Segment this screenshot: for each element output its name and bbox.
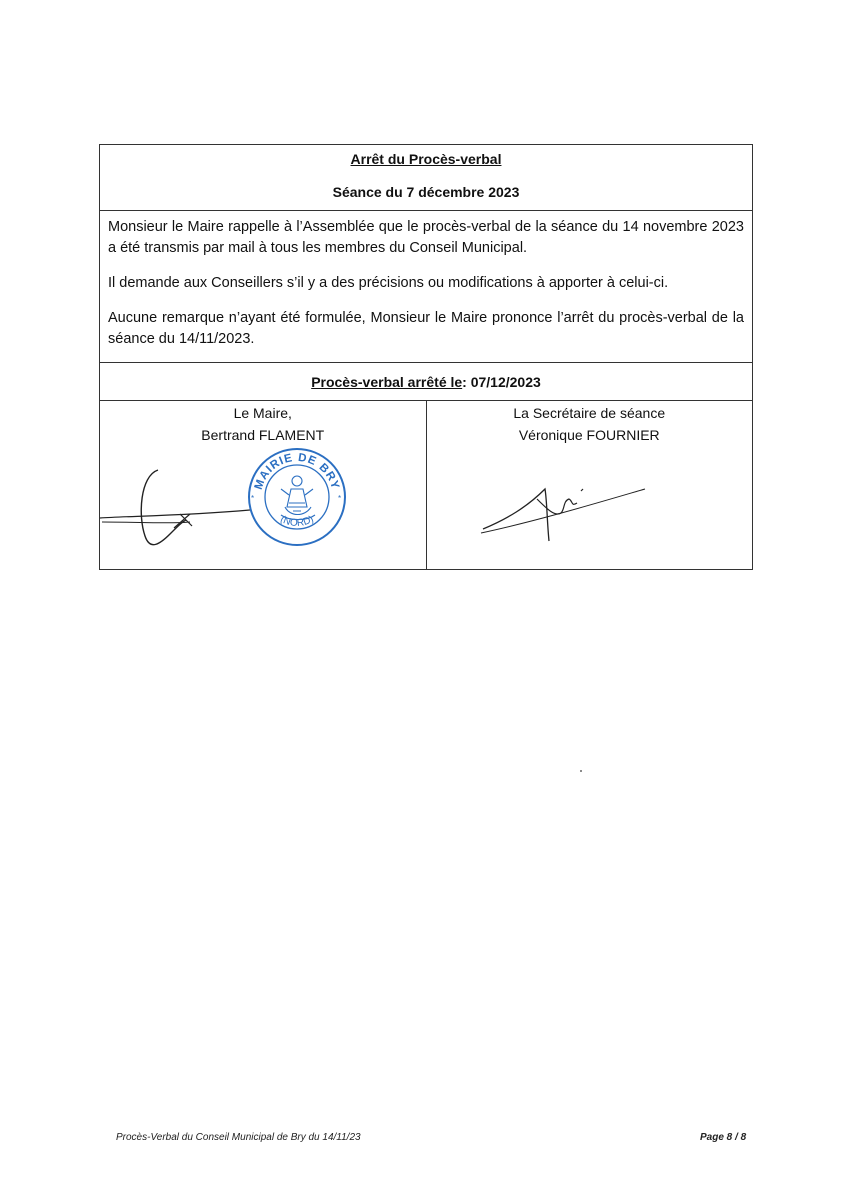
stamp-bottom-text: (NORD) bbox=[278, 513, 316, 530]
document-title: Arrêt du Procès-verbal bbox=[350, 151, 502, 167]
document-title-row bbox=[100, 145, 752, 173]
body-text bbox=[100, 211, 752, 362]
secretary-signature-cell bbox=[427, 401, 753, 569]
svg-text:*: * bbox=[338, 494, 342, 503]
stamp-top-text: MAIRIE DE BRY bbox=[252, 451, 342, 492]
mayor-role: Le Maire, bbox=[233, 405, 292, 421]
town-hall-stamp bbox=[245, 445, 350, 550]
footer-document-reference: Procès-Verbal du Conseil Municipal de Bry du 14/11/23 bbox=[116, 1132, 361, 1143]
proces-verbal-frame bbox=[99, 144, 753, 570]
session-date-row bbox=[100, 173, 752, 211]
arrete-row bbox=[100, 362, 752, 401]
mayor-signature-cell bbox=[100, 401, 427, 569]
signature-row bbox=[100, 401, 752, 569]
paragraph-2: Il demande aux Conseillers s’il y a des précisions ou modifications à apporter à celui-ci. bbox=[108, 275, 669, 291]
footer-page-number: Page 8 / 8 bbox=[700, 1132, 747, 1143]
session-date: Séance du 7 décembre 2023 bbox=[332, 183, 520, 200]
secretary-name: Véronique FOURNIER bbox=[518, 427, 660, 443]
paragraph-1: Monsieur le Maire rappelle à l’Assemblée que le procès-verbal de la séance du 14 novembre 2023 a été transmis par mail à tous les membres du Conseil Municipal. bbox=[108, 219, 744, 256]
arrete-date: : 07/12/2023 bbox=[462, 373, 541, 390]
mayor-name: Bertrand FLAMENT bbox=[201, 427, 325, 443]
arrete-label: Procès-verbal arrêté le bbox=[311, 373, 463, 390]
secretary-role: La Secrétaire de séance bbox=[513, 405, 666, 421]
svg-text:MAIRIE DE BRY bbox=[253, 452, 341, 491]
svg-text:*: * bbox=[251, 494, 255, 503]
paragraph-3: Aucune remarque n’ayant été formulée, Monsieur le Maire prononce l’arrêt du procès-verbal de la séance du 14/11/2023. bbox=[108, 310, 744, 347]
secretary-signature bbox=[477, 461, 657, 551]
scan-speck bbox=[580, 770, 582, 772]
